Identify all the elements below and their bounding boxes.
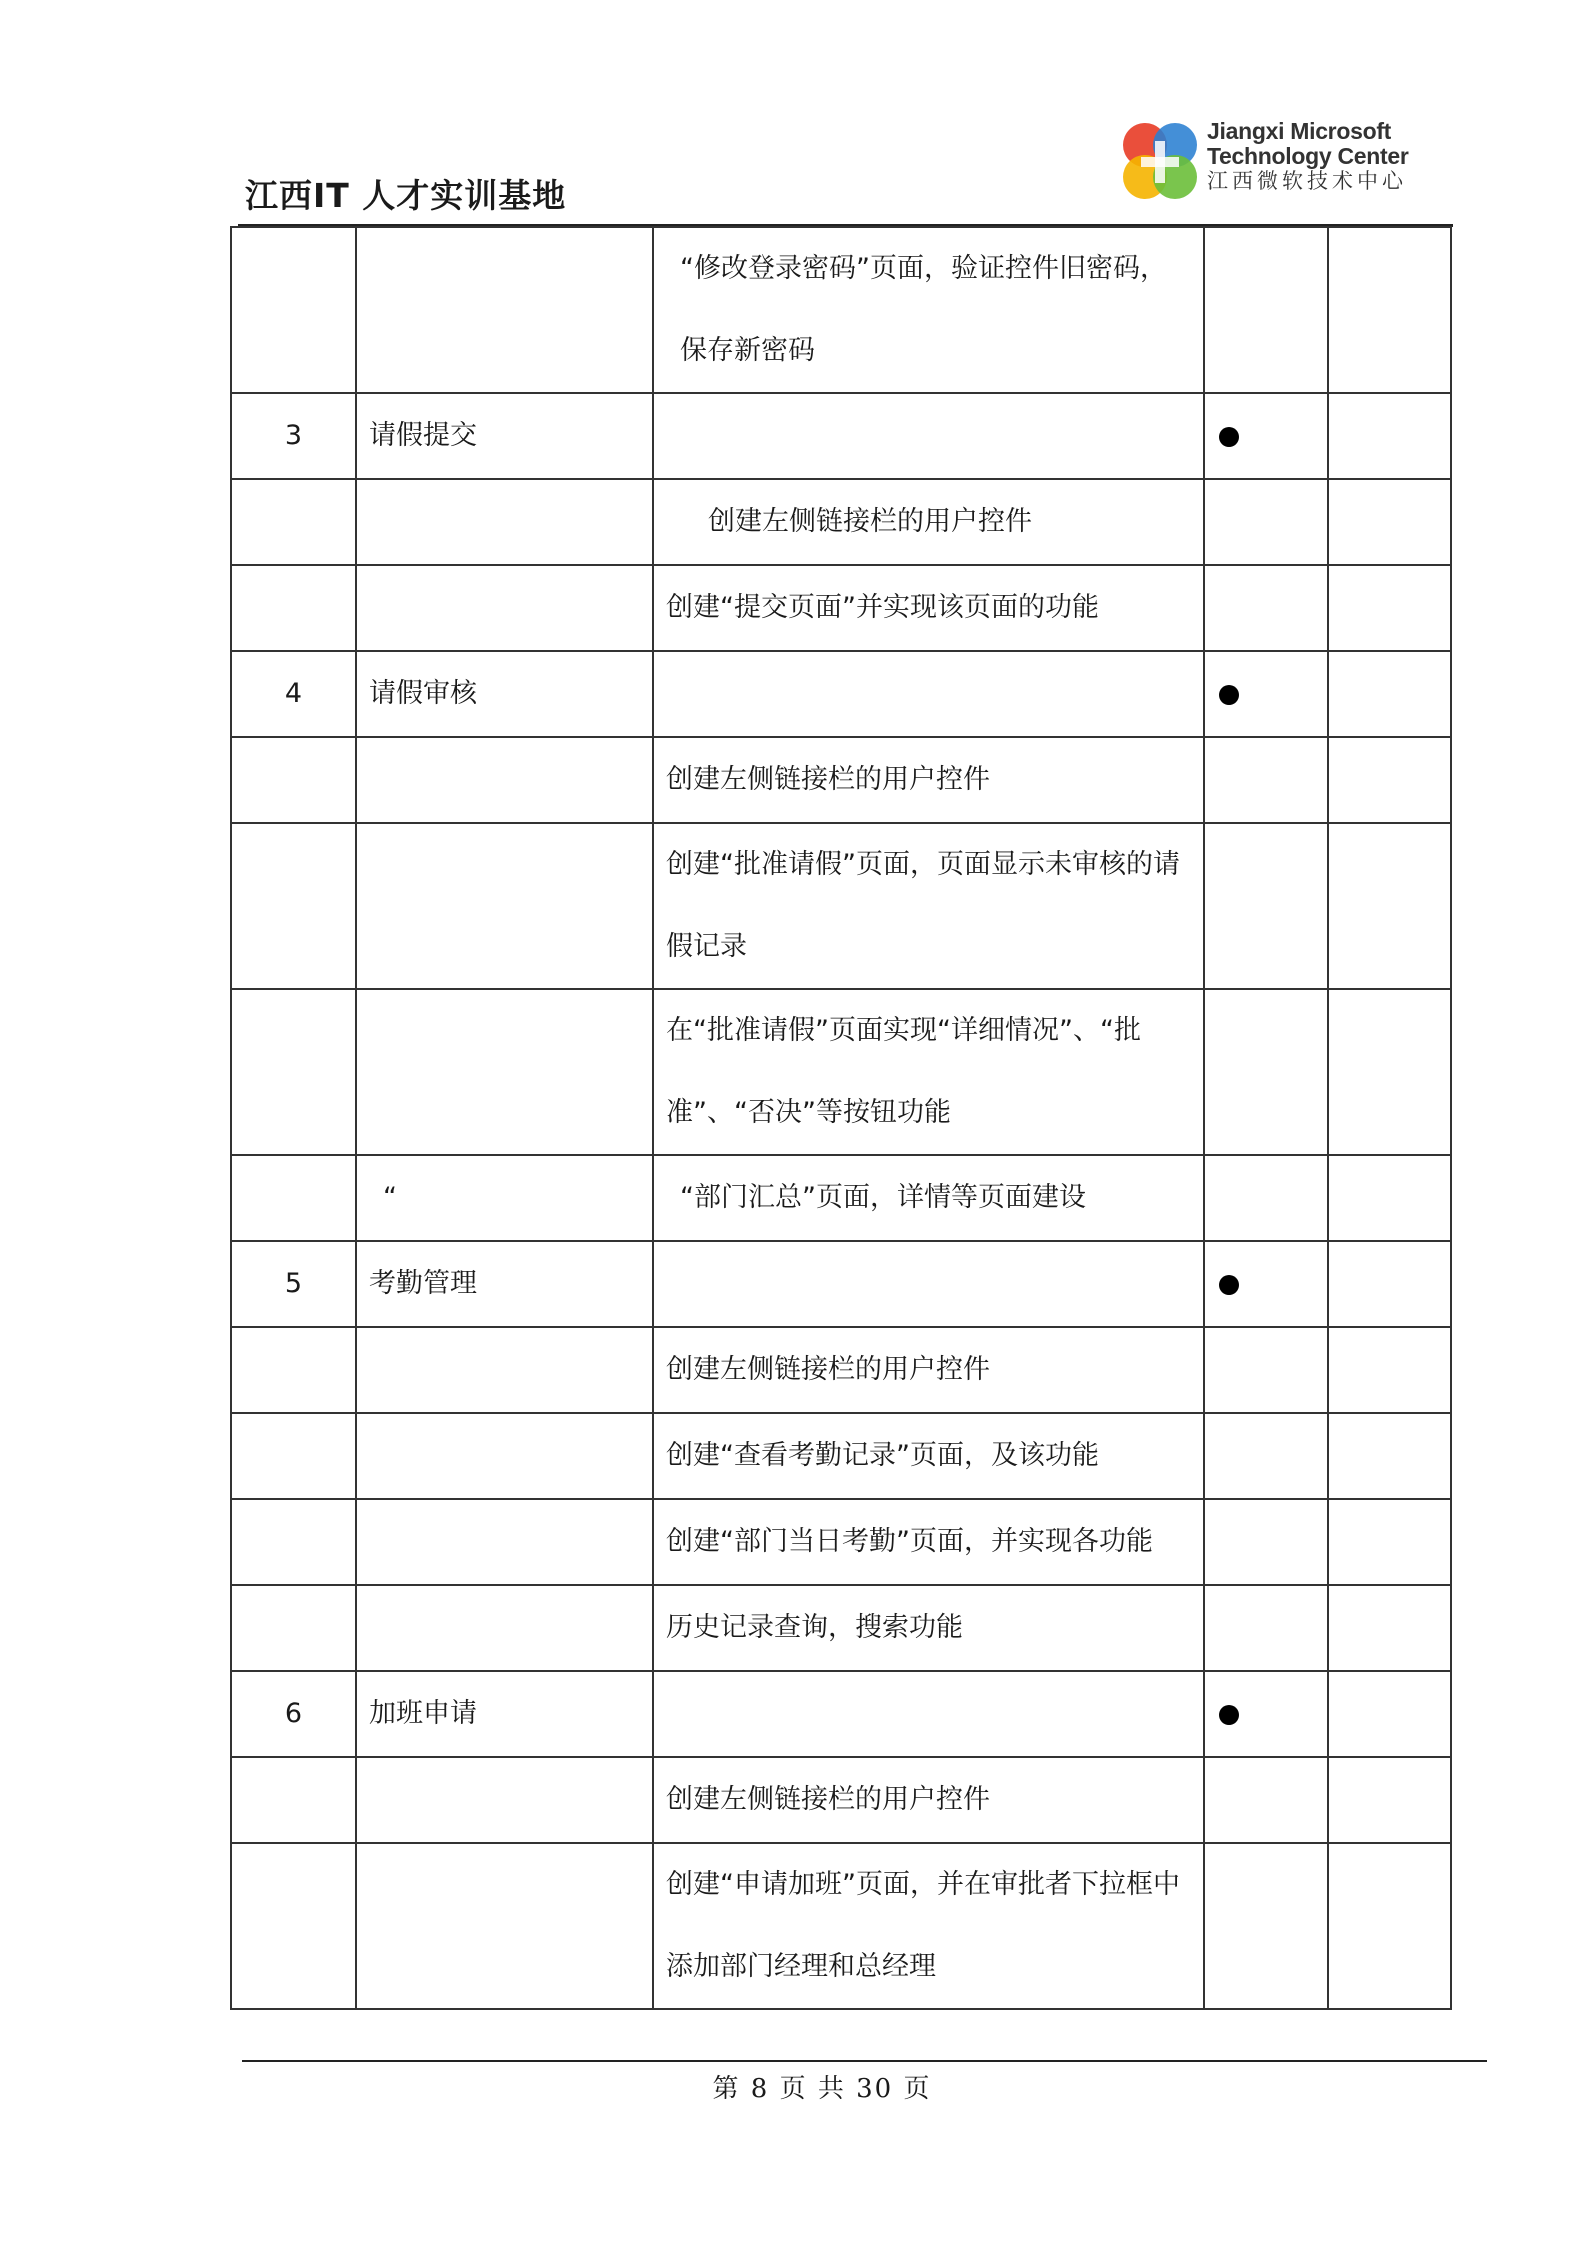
table-row xyxy=(231,651,1451,737)
remark-cell xyxy=(1328,1327,1451,1413)
module-name: “ xyxy=(356,1155,653,1241)
table-row xyxy=(231,1499,1451,1585)
module-name xyxy=(356,227,653,393)
task-description: 创建“查看考勤记录”页面，及该功能 xyxy=(653,1413,1204,1499)
page-number: 第 8 页 共 30 页 xyxy=(712,2074,932,2104)
status-mark xyxy=(1204,1413,1328,1499)
bullet-icon xyxy=(1219,1705,1239,1725)
module-name: 加班申请 xyxy=(356,1671,653,1757)
table-row xyxy=(231,565,1451,651)
status-mark xyxy=(1204,227,1328,393)
table-row xyxy=(231,823,1451,989)
bullet-icon xyxy=(1219,1275,1239,1295)
table-row xyxy=(231,1671,1451,1757)
remark-cell xyxy=(1328,227,1451,393)
status-mark xyxy=(1204,1585,1328,1671)
module-name xyxy=(356,1843,653,2009)
remark-cell xyxy=(1328,565,1451,651)
remark-cell xyxy=(1328,989,1451,1155)
table-row xyxy=(231,1327,1451,1413)
status-mark xyxy=(1204,1843,1328,2009)
task-description: 创建左侧链接栏的用户控件 xyxy=(653,479,1204,565)
module-name xyxy=(356,1499,653,1585)
table-row xyxy=(231,393,1451,479)
task-description xyxy=(653,1241,1204,1327)
task-table xyxy=(230,226,1452,2010)
row-number xyxy=(231,227,356,393)
row-number xyxy=(231,1155,356,1241)
logo-mark-icon xyxy=(1115,117,1205,207)
task-description: 创建“部门当日考勤”页面，并实现各功能 xyxy=(653,1499,1204,1585)
table-row xyxy=(231,737,1451,823)
status-mark xyxy=(1204,393,1328,479)
status-mark xyxy=(1204,1155,1328,1241)
module-name xyxy=(356,479,653,565)
status-mark xyxy=(1204,989,1328,1155)
status-mark xyxy=(1204,1499,1328,1585)
module-name xyxy=(356,737,653,823)
row-number xyxy=(231,1757,356,1843)
status-mark xyxy=(1204,823,1328,989)
task-description xyxy=(653,1671,1204,1757)
remark-cell xyxy=(1328,651,1451,737)
row-number xyxy=(231,737,356,823)
table-row xyxy=(231,1413,1451,1499)
status-mark xyxy=(1204,479,1328,565)
task-description: 创建左侧链接栏的用户控件 xyxy=(653,1757,1204,1843)
task-description: 创建“提交页面”并实现该页面的功能 xyxy=(653,565,1204,651)
remark-cell xyxy=(1328,1413,1451,1499)
table-row xyxy=(231,1241,1451,1327)
bullet-icon xyxy=(1219,427,1239,447)
row-number: 5 xyxy=(231,1241,356,1327)
row-number xyxy=(231,1585,356,1671)
logo-english-line2: Technology Center xyxy=(1207,143,1409,169)
module-name xyxy=(356,1757,653,1843)
remark-cell xyxy=(1328,1155,1451,1241)
task-description: 创建左侧链接栏的用户控件 xyxy=(653,737,1204,823)
row-number xyxy=(231,479,356,565)
module-name xyxy=(356,1585,653,1671)
remark-cell xyxy=(1328,479,1451,565)
module-name xyxy=(356,565,653,651)
remark-cell xyxy=(1328,1585,1451,1671)
bullet-icon xyxy=(1219,685,1239,705)
task-description: 历史记录查询，搜索功能 xyxy=(653,1585,1204,1671)
logo-english-line1: Jiangxi Microsoft xyxy=(1207,118,1392,144)
row-number: 3 xyxy=(231,393,356,479)
module-name xyxy=(356,1413,653,1499)
table-row xyxy=(231,989,1451,1155)
task-description xyxy=(653,651,1204,737)
row-number xyxy=(231,823,356,989)
remark-cell xyxy=(1328,1499,1451,1585)
row-number xyxy=(231,989,356,1155)
footer-divider xyxy=(242,2060,1487,2062)
status-mark xyxy=(1204,1241,1328,1327)
table-row xyxy=(231,227,1451,393)
task-description: 创建左侧链接栏的用户控件 xyxy=(653,1327,1204,1413)
table-row xyxy=(231,1585,1451,1671)
header-title: 江西IT 人才实训基地 xyxy=(245,176,567,215)
status-mark xyxy=(1204,1671,1328,1757)
module-name: 请假审核 xyxy=(356,651,653,737)
row-number: 4 xyxy=(231,651,356,737)
task-description: 创建“批准请假”页面，页面显示未审核的请假记录 xyxy=(653,823,1204,989)
remark-cell xyxy=(1328,823,1451,989)
status-mark xyxy=(1204,1757,1328,1843)
row-number xyxy=(231,1499,356,1585)
logo-chinese: 江西微软技术中心 xyxy=(1207,169,1407,193)
remark-cell xyxy=(1328,737,1451,823)
status-mark xyxy=(1204,737,1328,823)
remark-cell xyxy=(1328,393,1451,479)
task-description: “部门汇总”页面，详情等页面建设 xyxy=(653,1155,1204,1241)
module-name: 请假提交 xyxy=(356,393,653,479)
row-number xyxy=(231,565,356,651)
row-number xyxy=(231,1327,356,1413)
task-description xyxy=(653,393,1204,479)
status-mark xyxy=(1204,565,1328,651)
module-name xyxy=(356,989,653,1155)
module-name xyxy=(356,1327,653,1413)
module-name: 考勤管理 xyxy=(356,1241,653,1327)
status-mark xyxy=(1204,1327,1328,1413)
remark-cell xyxy=(1328,1843,1451,2009)
row-number xyxy=(231,1843,356,2009)
module-name xyxy=(356,823,653,989)
remark-cell xyxy=(1328,1757,1451,1843)
task-description: 创建“申请加班”页面，并在审批者下拉框中添加部门经理和总经理 xyxy=(653,1843,1204,2009)
table-row xyxy=(231,479,1451,565)
table-row xyxy=(231,1843,1451,2009)
remark-cell xyxy=(1328,1671,1451,1757)
company-logo xyxy=(1115,117,1425,207)
task-description: “修改登录密码”页面，验证控件旧密码，保存新密码 xyxy=(653,227,1204,393)
row-number: 6 xyxy=(231,1671,356,1757)
row-number xyxy=(231,1413,356,1499)
task-description: 在“批准请假”页面实现“详细情况”、“批准”、“否决”等按钮功能 xyxy=(653,989,1204,1155)
table-row xyxy=(231,1155,1451,1241)
status-mark xyxy=(1204,651,1328,737)
table-row xyxy=(231,1757,1451,1843)
remark-cell xyxy=(1328,1241,1451,1327)
